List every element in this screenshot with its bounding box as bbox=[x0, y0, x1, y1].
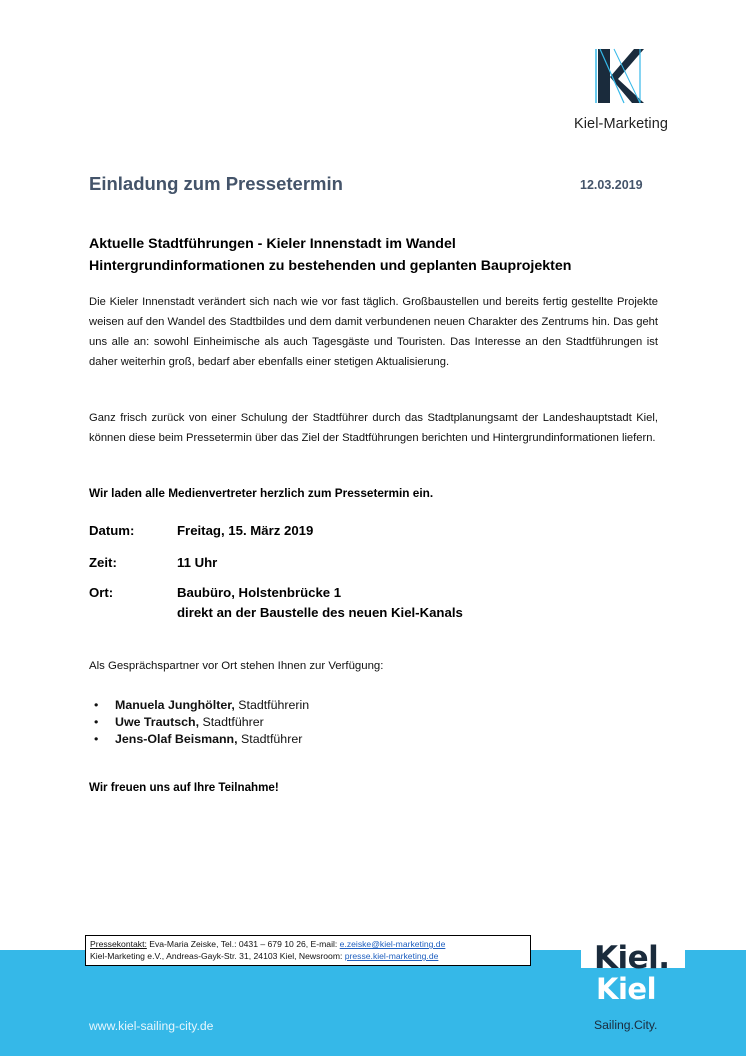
paragraph-1: Die Kieler Innenstadt verändert sich nach wie vor fast täglich. Großbaustellen und bereits fertig gestellte Projekte weisen auf den Wandel des Stadtbildes und dem damit verbundenen neuen Charakter des Zentrums hin. Das geht uns alle an: sowohl Einheimische als auch Tagesgäste und Touristen. Das Interesse an den Stadtführungen ist daher weiterhin groß, bedarf aber ebenfalls einer stetigen Aktualisierung. bbox=[89, 296, 658, 368]
paragraph-2: Ganz frisch zurück von einer Schulung der Stadtführer durch das Stadtplanungsamt der Landeshauptstadt Kiel, können diese beim Pressetermin über das Ziel der Stadtführungen berichten und Hintergrundinformationen liefern. bbox=[89, 412, 658, 444]
subheading-2: Hintergrundinformationen zu bestehenden und geplanten Bauprojekten bbox=[89, 258, 572, 274]
bullet-icon: • bbox=[94, 698, 99, 712]
bullet-icon: • bbox=[94, 715, 99, 729]
location-value: Baubüro, Holstenbrücke 1 bbox=[177, 585, 342, 600]
logo-text: Kiel-Marketing bbox=[573, 116, 669, 132]
contact-person: Eva-Maria Zeiske, Tel.: 0431 – 679 10 26, E-mail: bbox=[149, 939, 338, 949]
partner-role: Stadtführer bbox=[202, 715, 264, 729]
contact-line-1 bbox=[90, 938, 530, 950]
list-item bbox=[94, 698, 310, 712]
press-contact-box bbox=[85, 935, 531, 966]
partner-name: Jens-Olaf Beismann, bbox=[115, 732, 238, 746]
bullet-icon: • bbox=[94, 732, 99, 746]
list-item bbox=[94, 732, 303, 746]
kiel-logo-mirror: Kiel bbox=[596, 972, 657, 1006]
partners-intro: Als Gesprächspartner vor Ort stehen Ihnen zur Verfügung: bbox=[89, 660, 384, 672]
tagline: Sailing.City. bbox=[594, 1018, 658, 1032]
newsroom-link[interactable]: presse.kiel-marketing.de bbox=[344, 951, 439, 961]
contact-line-2 bbox=[90, 950, 530, 962]
kiel-marketing-logo bbox=[594, 47, 644, 105]
date-label: Datum: bbox=[89, 523, 135, 538]
contact-label: Pressekontakt: bbox=[90, 939, 147, 949]
subheading-1: Aktuelle Stadtführungen - Kieler Innenstadt im Wandel bbox=[89, 236, 456, 252]
time-label: Zeit: bbox=[89, 555, 117, 570]
kiel-logo-word: Kiel. bbox=[594, 940, 670, 976]
location-detail: direkt an der Baustelle des neuen Kiel-Kanals bbox=[177, 605, 463, 620]
page-title: Einladung zum Pressetermin bbox=[89, 173, 343, 194]
partner-name: Manuela Junghölter, bbox=[115, 698, 235, 712]
location-label: Ort: bbox=[89, 585, 114, 600]
date-value: Freitag, 15. März 2019 bbox=[177, 523, 314, 538]
partner-name: Uwe Trautsch, bbox=[115, 715, 200, 729]
contact-address: Kiel-Marketing e.V., Andreas-Gayk-Str. 31, 24103 Kiel, Newsroom: bbox=[90, 951, 343, 961]
closing-text: Wir freuen uns auf Ihre Teilnahme! bbox=[89, 781, 279, 794]
list-item bbox=[94, 715, 264, 729]
footer-url-link[interactable]: www.kiel-sailing-city.de bbox=[89, 1019, 214, 1033]
partner-role: Stadtführer bbox=[241, 732, 303, 746]
partner-role: Stadtführerin bbox=[238, 698, 310, 712]
document-date: 12.03.2019 bbox=[580, 178, 643, 192]
invitation-text: Wir laden alle Medienvertreter herzlich zum Pressetermin ein. bbox=[89, 486, 434, 500]
time-value: 11 Uhr bbox=[177, 555, 218, 570]
contact-email-link[interactable]: e.zeiske@kiel-marketing.de bbox=[339, 939, 446, 949]
